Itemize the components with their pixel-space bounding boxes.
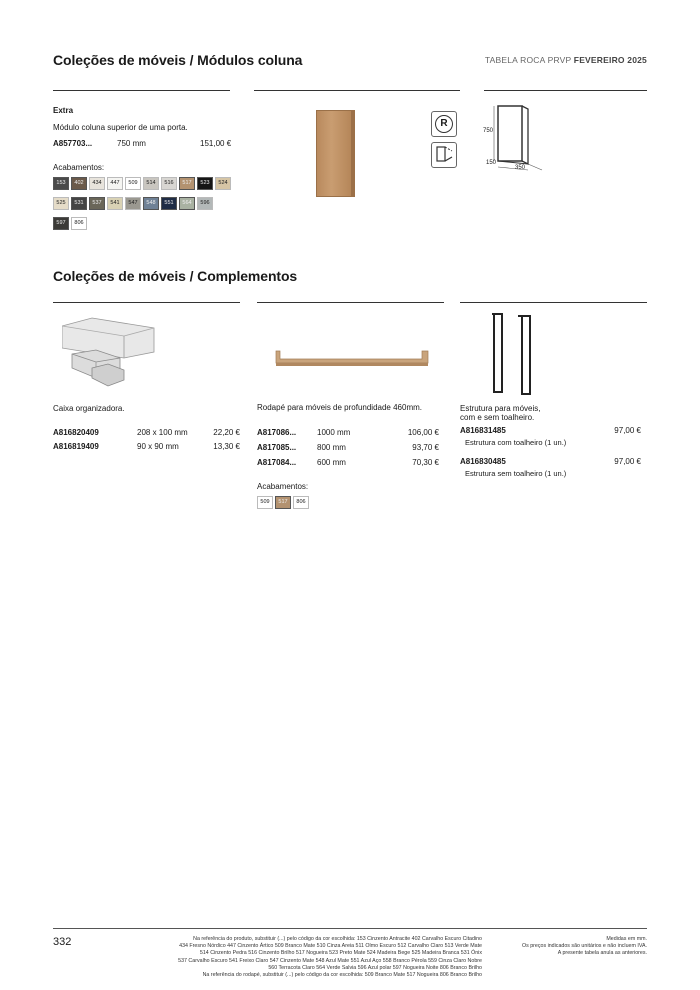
ref-code: A816820409 — [53, 428, 99, 437]
finish-swatch-551: 551 — [161, 197, 177, 210]
price: 93,70 € — [412, 443, 439, 452]
footer-divider — [53, 928, 647, 929]
ref-code: A817084... — [257, 458, 297, 467]
note-measures: Medidas em mm. — [606, 936, 647, 942]
finish-swatch-596: 596 — [197, 197, 213, 210]
divider — [53, 90, 230, 91]
note-prices: Os preços indicados são unitários e não incluem IVA. — [521, 943, 647, 950]
divider — [484, 90, 647, 91]
finish-swatch-514: 514 — [143, 177, 159, 190]
finish-swatch-523: 523 — [197, 177, 213, 190]
price: 13,30 € — [213, 442, 240, 451]
finish-swatch-564: 564 — [179, 197, 195, 210]
legend-line: 560 Terracota Claro 564 Verde Salvia 596 Azul polar 597 Nogueira Noite 806 Branco Brilho — [268, 964, 482, 971]
size: 1000 mm — [317, 428, 351, 437]
finish-swatch-525: 525 — [53, 197, 69, 210]
door-opening-icon — [431, 142, 457, 168]
ref-code: A817086... — [257, 428, 297, 437]
price: 97,00 € — [614, 426, 641, 435]
legend-line: Na referência do rodapé, substituir (...) pelo código da cor escolhida: 509 Branco Mate 517 Nogueira 806 Branco Brilho — [202, 972, 482, 979]
frame-description-line-1: Estrutura para móveis, — [460, 404, 541, 413]
tag-date: FEVEREIRO 2025 — [573, 55, 647, 65]
cabinet-side — [351, 110, 355, 197]
tag-prefix: TABELA ROCA PRVP — [484, 55, 572, 65]
organizer-description: Caixa organizadora. — [53, 404, 125, 413]
finish-swatch-806: 806 — [71, 217, 87, 230]
plinth-finishes-label: Acabamentos: — [257, 482, 309, 491]
size: 600 mm — [317, 458, 346, 467]
plinth-description: Rodapé para móveis de profundidade 460mm. — [257, 403, 422, 412]
finish-swatch-402: 402 — [71, 177, 87, 190]
size: 800 mm — [317, 443, 346, 452]
price: 70,30 € — [412, 458, 439, 467]
item-description: Estrutura sem toalheiro (1 un.) — [465, 469, 567, 478]
dim-width: 350 — [515, 165, 526, 171]
legend-line: 537 Carvalho Escuro 541 Freixo Claro 547 Cinzento Mate 548 Azul Mate 551 Azul Aço 558 Branco Pérola 559 Cinza Claro Nobre — [178, 957, 482, 964]
product-description: Módulo coluna superior de uma porta. — [53, 123, 188, 132]
finishes-label: Acabamentos: — [53, 163, 105, 172]
finish-swatch-597: 597 — [53, 217, 69, 230]
finish-swatch-153: 153 — [53, 177, 69, 190]
ref-code: A816830485 — [460, 457, 506, 466]
organizer-box-image — [62, 312, 162, 392]
finish-swatch-516: 516 — [161, 177, 177, 190]
price: 97,00 € — [614, 457, 641, 466]
ref-code: A816819409 — [53, 442, 99, 451]
footer-notes — [490, 936, 647, 958]
note-validity: A presente tabela anula as anteriores. — [557, 950, 647, 957]
color-legend — [110, 936, 482, 979]
product-price: 151,00 € — [200, 139, 232, 148]
product-size: 750 mm — [117, 139, 146, 148]
finish-swatch-531: 531 — [71, 197, 87, 210]
finish-swatch-548: 548 — [143, 197, 159, 210]
finish-swatch-537: 537 — [89, 197, 105, 210]
dim-height: 750 — [483, 128, 494, 134]
legend-line: Na referência do produto, substituir (...) pelo código da cor escolhida: 153 Cinzento Antracite 402 Carvalho Escuro Citadino — [193, 936, 482, 942]
product-name: Extra — [53, 106, 74, 115]
price-table-tag — [485, 55, 647, 65]
legend-line: 434 Fresno Nórdico 447 Cinzento Ártico 509 Branco Mate 510 Cinza Areia 511 Olmo Escuro 512 Carvalho Claro 513 Verde Mate — [179, 943, 482, 950]
item-description: Estrutura com toalheiro (1 un.) — [465, 438, 567, 447]
size: 90 x 90 mm — [137, 442, 179, 451]
product-ref: A857703... — [53, 139, 93, 148]
finish-swatch-447: 447 — [107, 177, 123, 190]
section-title: Coleções de móveis / Complementos — [53, 268, 298, 284]
size: 208 x 100 mm — [137, 428, 188, 437]
finish-swatch-541: 541 — [107, 197, 123, 210]
plinth-image — [272, 345, 432, 375]
frame-structure-image — [488, 310, 548, 396]
finish-swatch-517: 517 — [275, 496, 291, 509]
page-title: Coleções de móveis / Módulos coluna — [53, 52, 303, 68]
finish-swatch-434: 434 — [89, 177, 105, 190]
divider — [257, 302, 444, 303]
frame-description-line-2: com e sem toalheiro. — [460, 413, 535, 422]
price: 22,20 € — [213, 428, 240, 437]
reversible-icon-box — [431, 111, 457, 137]
ref-code: A817085... — [257, 443, 297, 452]
ref-code: A816831485 — [460, 426, 506, 435]
divider — [53, 302, 240, 303]
page-number: 332 — [53, 936, 72, 948]
finish-swatch-806: 806 — [293, 496, 309, 509]
divider — [254, 90, 460, 91]
finish-swatch-524: 524 — [215, 177, 231, 190]
finish-swatch-547: 547 — [125, 197, 141, 210]
finish-swatch-509: 509 — [257, 496, 273, 509]
reversible-icon: R — [435, 115, 453, 133]
price: 106,00 € — [407, 428, 439, 437]
finish-swatch-509: 509 — [125, 177, 141, 190]
legend-line: 514 Cinzento Pedra 516 Cinzento Brilho 517 Nogueira 523 Preto Mate 524 Madeira Bege 525 Madeira Branca 531 Ónix — [199, 950, 482, 957]
divider — [460, 302, 647, 303]
frame-description — [460, 404, 540, 422]
finish-swatch-517: 517 — [179, 177, 195, 190]
dim-depth: 150 — [486, 160, 497, 166]
cabinet-image — [316, 110, 354, 197]
